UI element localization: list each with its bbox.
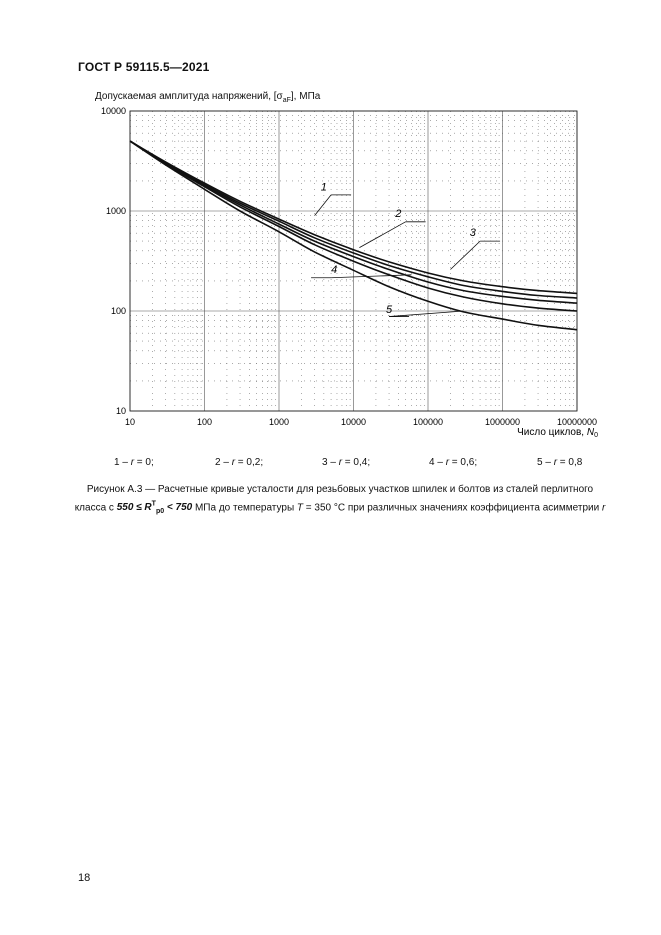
legend-var: r xyxy=(445,457,450,468)
curve-label: 4 xyxy=(331,263,338,276)
curve-label: 5 xyxy=(385,303,393,316)
legend-var: r xyxy=(553,457,558,468)
figure-caption xyxy=(60,482,620,519)
caption-formula-end: < 750 xyxy=(164,502,193,514)
caption-formula-sup: T xyxy=(151,501,156,508)
legend-num: 2 xyxy=(215,457,221,468)
legend-value: = 0,2; xyxy=(235,457,264,468)
x-tick-label: 1000000 xyxy=(484,417,521,427)
legend-num: 1 xyxy=(114,457,120,468)
caption-line-2 xyxy=(60,497,620,519)
y-tick-label: 10 xyxy=(115,406,126,416)
y-tick-label: 1000 xyxy=(105,206,126,216)
caption-formula: 550 ≤ R xyxy=(116,502,152,514)
caption-text-b: МПа до температуры xyxy=(192,502,297,514)
x-tick-label: 10000000 xyxy=(556,417,598,427)
curve-label: 3 xyxy=(469,227,476,240)
y-tick-label: 100 xyxy=(110,306,126,316)
legend-item-4: 4 – r = 0,6; xyxy=(429,457,478,468)
legend-var: r xyxy=(130,457,135,468)
legend-item-1: 1 – r = 0; xyxy=(114,457,154,468)
legend-num: 5 xyxy=(537,457,543,468)
page-number: 18 xyxy=(78,872,91,884)
legend-num: 4 xyxy=(429,457,435,468)
curve-label-leader xyxy=(331,275,411,278)
y-axis-title-prefix: Допускаемая амплитуда напряжений, [σ xyxy=(95,91,283,102)
curve-label: 1 xyxy=(320,181,327,194)
x-tick-label: 10 xyxy=(124,417,136,427)
legend-item-5: 5 – r = 0,8 xyxy=(537,457,583,468)
curve-label-leader xyxy=(450,241,480,269)
x-tick-label: 100000 xyxy=(412,417,444,427)
x-tick-label: 100 xyxy=(196,417,213,427)
curve-label-leader xyxy=(389,311,464,317)
caption-temp-var: T xyxy=(296,502,304,514)
caption-formula-sub: p0 xyxy=(155,508,165,516)
legend-var: r xyxy=(231,457,236,468)
x-axis-title-sub: 0 xyxy=(594,432,598,439)
y-tick-label: 10000 xyxy=(100,106,126,116)
caption-text-a: класса с xyxy=(74,502,117,514)
y-axis-title-suffix: ], МПа xyxy=(290,91,321,102)
legend-item-3: 3 – r = 0,4; xyxy=(322,457,371,468)
curve-label: 2 xyxy=(395,208,402,221)
legend-value: = 0,4; xyxy=(342,457,371,468)
x-axis-title xyxy=(517,427,598,439)
x-axis-title-prefix: Число циклов, xyxy=(517,427,587,438)
caption-r-var: r xyxy=(601,502,606,514)
legend-item-2: 2 – r = 0,2; xyxy=(215,457,264,468)
x-tick-label: 10000 xyxy=(340,417,367,427)
tick-labels-layer xyxy=(101,106,597,427)
curve-label-leader xyxy=(315,195,332,216)
legend-num: 3 xyxy=(322,457,328,468)
legend-value: = 0; xyxy=(134,457,154,468)
caption-text-c: = 350 °С при различных значениях коэффициента асимметрии xyxy=(303,502,602,514)
x-tick-label: 1000 xyxy=(268,417,290,427)
legend-value: = 0,8 xyxy=(557,457,583,468)
legend-var: r xyxy=(338,457,343,468)
x-axis-title-var: N xyxy=(586,427,595,438)
y-axis-title-sub: aF xyxy=(282,97,291,104)
caption-line-1: Рисунок А.3 — Расчетные кривые усталости для резьбовых участков шпилек и болтов из сталей перлитного xyxy=(86,484,594,495)
standard-header: ГОСТ Р 59115.5—2021 xyxy=(78,60,210,74)
legend-value: = 0,6; xyxy=(449,457,478,468)
